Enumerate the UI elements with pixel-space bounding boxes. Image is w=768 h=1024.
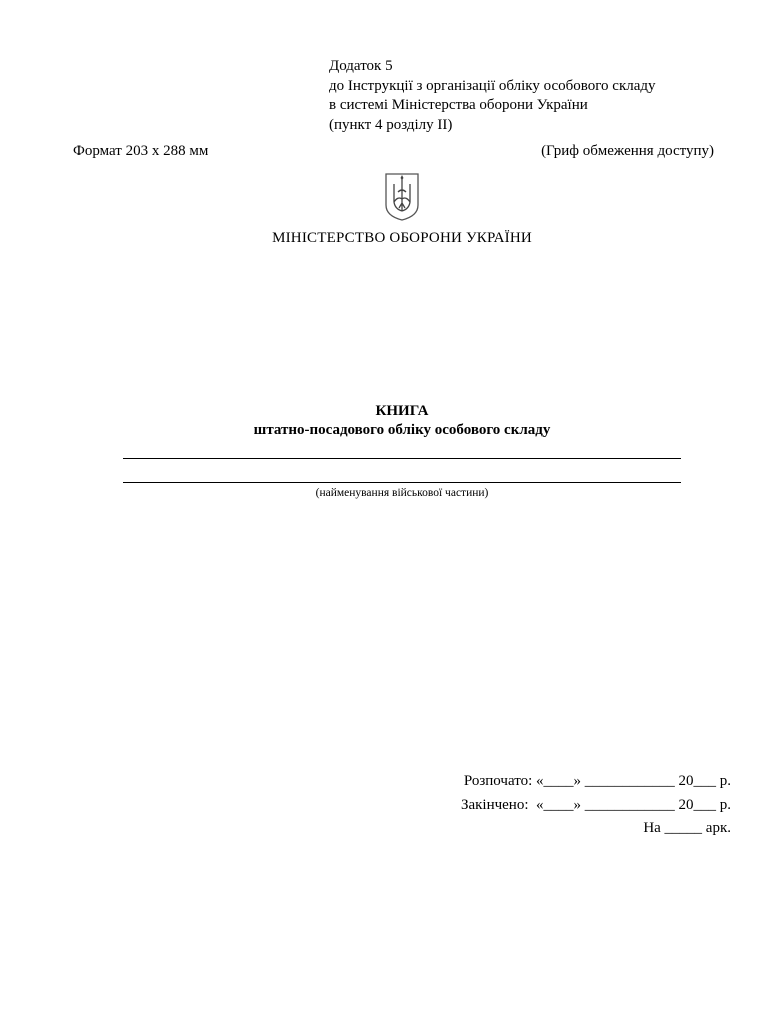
unit-name-caption: (найменування військової частини) <box>315 487 489 499</box>
annex-block <box>329 57 656 135</box>
coat-of-arms-icon <box>384 172 420 222</box>
format-label: Формат 203 х 288 мм <box>73 143 209 159</box>
started-date-line: Розпочато: «____» ____________ 20___ р. <box>463 773 731 789</box>
access-restriction-mark: (Гриф обмеження доступу) <box>541 143 714 159</box>
book-subtitle: штатно-посадового обліку особового складу <box>253 422 551 438</box>
dates-block <box>461 770 731 841</box>
annex-line-2: до Інструкції з організації обліку особового складу <box>329 77 656 94</box>
book-title: КНИГА <box>375 403 429 419</box>
finished-date-line: Закінчено: «____» ____________ 20___ р. <box>460 796 731 813</box>
unit-name-line-1 <box>123 458 681 459</box>
annex-line-3: в системі Міністерства оборони України <box>329 97 588 113</box>
sheets-count-line: На _____ арк. <box>643 820 731 836</box>
annex-line-4: (пункт 4 розділу ІІ) <box>329 116 453 133</box>
unit-name-line-2 <box>123 482 681 483</box>
ministry-name: МІНІСТЕРСТВО ОБОРОНИ УКРАЇНИ <box>272 230 532 246</box>
annex-title: Додаток 5 <box>329 58 393 74</box>
